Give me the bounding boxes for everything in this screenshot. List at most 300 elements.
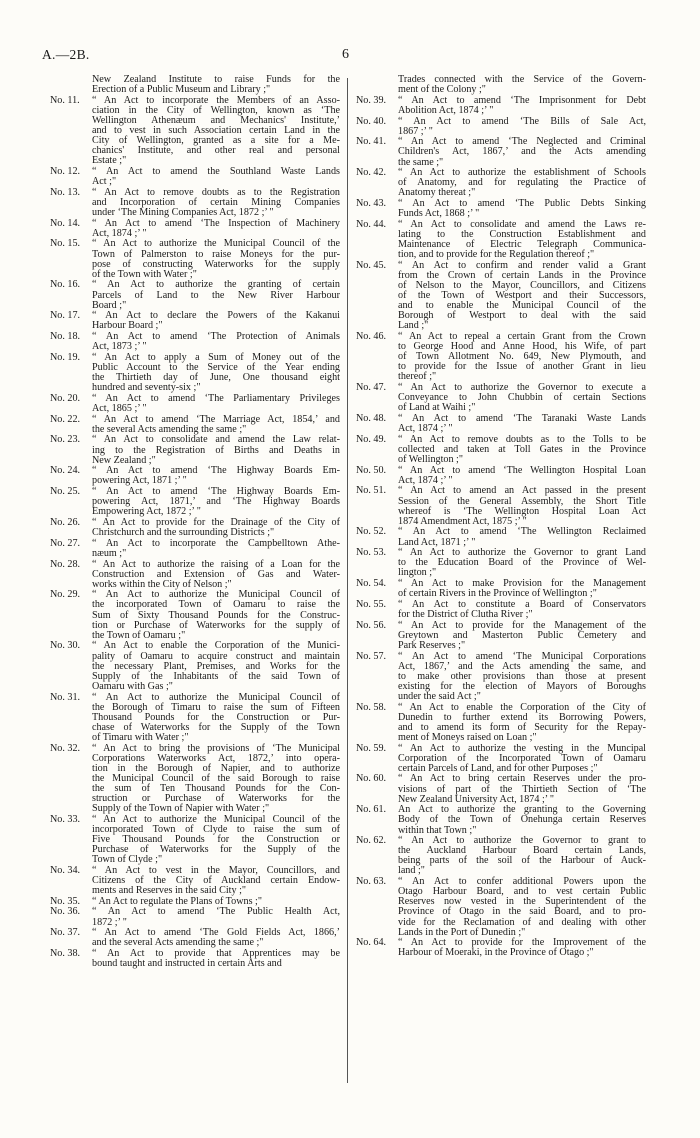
act-title-line: the sum of Ten Thousand Pounds for the Con- xyxy=(92,782,340,794)
act-title-line: Land Act, 1871 ;’ " xyxy=(398,536,476,548)
act-title-line: Act, 1874 ;’ " xyxy=(398,423,453,435)
act-entry xyxy=(356,332,646,382)
act-title-line: 1874 Amendment Act, 1875 ;’ " xyxy=(398,515,527,527)
act-title-line: “ An Act to remove doubts as to the Registration xyxy=(92,186,340,198)
act-number: No. 42. xyxy=(356,167,387,179)
act-title-line: “ An Act to amend ‘The Marriage Act, 1854,’ and xyxy=(92,413,340,425)
act-entry xyxy=(356,877,646,938)
act-title-line: “ An Act to declare the Powers of the Kakanui xyxy=(92,310,340,322)
act-title-line: Children's Act, 1867,’ and the Acts amending xyxy=(398,146,646,158)
act-title-line: Act, 1874 ;’ " xyxy=(92,227,147,239)
act-title-line: Harbour of Moeraki, in the Province of Otago ;" xyxy=(398,947,594,959)
act-title-line: Park Reserves ;" xyxy=(398,639,466,651)
act-title-line: and to vest in such Association certain Land in the xyxy=(92,125,340,137)
act-title xyxy=(398,621,646,651)
act-entry xyxy=(50,693,340,743)
act-title-line: “ An Act to authorize the raising of a Loan for the xyxy=(92,558,340,570)
act-title-line: ing to the Registration of Births and Deaths in xyxy=(92,444,340,456)
act-title xyxy=(92,239,340,279)
act-title-line: Lands in the Port of Dunedin ;" xyxy=(398,926,526,938)
act-entry xyxy=(50,949,340,969)
act-title-line: “ An Act to authorize the granting of certain xyxy=(92,279,340,291)
act-title-line: the Municipal Council of the said Borough to raise xyxy=(92,772,340,784)
act-number: No. 51. xyxy=(356,485,387,497)
act-title xyxy=(398,466,646,486)
act-title xyxy=(92,311,340,331)
act-number: No. 54. xyxy=(356,578,387,590)
act-title-line: New Zealand Institute to raise Funds for the xyxy=(92,74,340,85)
act-title-line: Reserves now vested in the Superintendent of the xyxy=(398,896,646,908)
act-title-line: “ An Act to amend ‘The Highway Boards Em- xyxy=(92,486,340,498)
act-entry xyxy=(356,435,646,465)
act-title-line: of Wellington ;" xyxy=(398,454,464,465)
act-title-line: Empowering Act, 1872 ;’ " xyxy=(92,506,201,518)
act-title-line: Act, 1867,’ and the Acts amending the same, and xyxy=(398,660,646,672)
act-title xyxy=(398,744,646,774)
act-number: No. 38. xyxy=(50,948,81,959)
act-number: No. 15. xyxy=(50,238,81,250)
act-number: No. 26. xyxy=(50,516,81,528)
act-title-line: Oamaru with Gas ;" xyxy=(92,680,173,692)
act-title-line: Citizens of the City of Auckland certain Endow- xyxy=(92,874,340,886)
act-title-line: ment of the Colony ;" xyxy=(398,84,486,96)
act-title-line: “ An Act to amend ‘The Inspection of Machinery xyxy=(92,217,340,229)
act-title-line: “ An Act to amend ‘The Wellington Reclaimed xyxy=(398,526,646,538)
act-entry xyxy=(356,938,646,958)
act-title xyxy=(398,486,646,526)
act-title-line: “ An Act to amend ‘The Public Health Act, xyxy=(92,906,340,918)
act-title xyxy=(398,938,646,958)
act-number: No. 19. xyxy=(50,351,81,363)
act-title xyxy=(92,353,340,393)
act-title-line: “ An Act to constitute a Board of Conservators xyxy=(398,598,646,610)
act-entry xyxy=(356,261,646,332)
act-entry xyxy=(50,353,340,393)
act-entry xyxy=(356,137,646,167)
act-title-line: Estate ;" xyxy=(92,155,127,167)
act-title xyxy=(398,117,646,137)
act-title-line: the necessary Plant, Premises, and Works for the xyxy=(92,660,340,672)
act-title-line: collected and taken at Toll Gates in the Province xyxy=(398,443,646,455)
act-title-line: “ An Act to confirm and render valid a Grant xyxy=(398,259,646,271)
act-title-line: Body of the Town of Onehunga certain Reserves xyxy=(398,814,646,826)
act-title-line: Otago Harbour Board, and to vest certain Public xyxy=(398,886,646,898)
act-title-line: “ An Act to apply a Sum of Money out of the xyxy=(92,351,340,363)
act-title-line: pality of Oamaru to acquire construct and maintain xyxy=(92,650,340,662)
act-title xyxy=(398,96,646,116)
left-column xyxy=(50,75,340,970)
act-number: No. 40. xyxy=(356,115,387,127)
act-title-line: chase of Waterworks for the Supply of the Town xyxy=(92,721,340,733)
act-entry xyxy=(356,75,646,95)
act-title-line: struction or Purchase of Waterworks for the xyxy=(92,793,340,805)
act-title-line: “ An Act to amend ‘The Protection of Animals xyxy=(92,331,340,343)
act-entry xyxy=(356,168,646,198)
act-number xyxy=(356,75,398,95)
act-title-line: næum ;" xyxy=(92,547,127,559)
act-title-line: to the Education Board of the Province of Wel- xyxy=(398,557,646,569)
act-title-line: and Incorporation of certain Mining Companies xyxy=(92,196,340,208)
act-title-line: “ An Act to amend ‘The Wellington Hospital Loan xyxy=(398,464,646,476)
act-title xyxy=(92,907,340,927)
act-entry xyxy=(356,527,646,547)
act-title xyxy=(92,560,340,590)
act-title-line: “ An Act to authorize the Governor to execute a xyxy=(398,382,646,394)
act-title-line: “ An Act to remove doubts as to the Tolls to be xyxy=(398,433,646,445)
act-title-line: “ An Act to consolidate and amend the Law relat- xyxy=(92,434,340,446)
act-title-line: Christchurch and the surrounding Districts ;" xyxy=(92,527,275,539)
act-title-line: “ An Act to amend ‘The Highway Boards Em- xyxy=(92,465,340,477)
act-number: No. 46. xyxy=(356,331,387,343)
act-title-line: Act ;" xyxy=(92,176,117,188)
act-number: No. 25. xyxy=(50,486,81,498)
act-entry xyxy=(50,518,340,538)
document-reference: A.—2B. xyxy=(42,47,90,62)
act-title-line: to provide for the Issue of another Grant in lieu xyxy=(398,361,646,373)
act-entry xyxy=(356,199,646,219)
act-number: No. 64. xyxy=(356,937,387,949)
act-number: No. 39. xyxy=(356,94,387,106)
act-title-line: chanics' Institute, and other real and personal xyxy=(92,145,340,157)
act-number: No. 13. xyxy=(50,186,81,198)
act-title-line: powering Act, 1871 ;’ " xyxy=(92,475,187,487)
act-title-line: “ An Act to vest in the Mayor, Councillors, and xyxy=(92,864,340,876)
act-title xyxy=(92,866,340,896)
column-divider xyxy=(347,78,348,1083)
act-title-line: tion in the Borough of Napier, and to authorize xyxy=(92,762,340,774)
act-number: No. 58. xyxy=(356,701,387,713)
act-title-line: “ An Act to authorize the Municipal Council of xyxy=(92,691,340,703)
act-title-line: Supply of the Town of Napier with Water ;" xyxy=(92,803,270,815)
act-title xyxy=(92,518,340,538)
act-entry xyxy=(356,466,646,486)
act-number: No. 62. xyxy=(356,835,387,847)
act-entry xyxy=(356,805,646,835)
act-title-line: Public Account to the Service of the Year ending xyxy=(92,361,340,373)
act-title xyxy=(398,168,646,198)
act-number: No. 35. xyxy=(50,895,81,907)
act-number: No. 60. xyxy=(356,773,387,785)
act-number: No. 48. xyxy=(356,413,387,425)
act-entry xyxy=(356,486,646,526)
act-entry xyxy=(356,744,646,774)
act-title xyxy=(92,897,340,907)
act-entry xyxy=(50,466,340,486)
act-title-line: visions of part of the Thirtieth Section of ‘The xyxy=(398,783,646,795)
act-title xyxy=(92,949,340,969)
act-number: No. 12. xyxy=(50,166,81,178)
act-title-line: from the Crown of certain Lands in the Province xyxy=(398,269,646,281)
act-title-line: New Zealand ;" xyxy=(92,454,156,466)
act-title-line: Land ;" xyxy=(398,320,429,332)
act-entry xyxy=(50,96,340,167)
act-number: No. 34. xyxy=(50,864,81,876)
act-title-line: Harbour Board ;" xyxy=(92,320,163,332)
act-title-line: of Town Allotment No. 649, New Plymouth, and xyxy=(398,351,646,363)
act-title xyxy=(398,220,646,260)
act-title-line: Borough of Westport to deal with the said xyxy=(398,310,646,322)
act-title-line: Act, 1873 ;’ " xyxy=(92,341,147,353)
act-title xyxy=(92,415,340,435)
act-number: No. 56. xyxy=(356,619,387,631)
act-title-line: to George Hood and Anne Hood, his Wife, of part xyxy=(398,341,646,353)
act-title-line: 1872 ;’ " xyxy=(92,916,127,928)
act-title-line: Maintenance of Electric Telegraph Communica- xyxy=(398,239,646,251)
act-entry xyxy=(50,280,340,310)
act-title-line: lating to the Construction Establishment and xyxy=(398,228,646,240)
page-number: 6 xyxy=(342,47,349,62)
act-number: No. 44. xyxy=(356,218,387,230)
act-title xyxy=(398,75,646,95)
act-number: No. 27. xyxy=(50,537,81,549)
act-title-line: and to amend its form of Security for the Repay- xyxy=(398,721,646,733)
act-title-line: of Timaru with Water ;" xyxy=(92,731,189,743)
act-title-line: “ An Act to authorize the Municipal Council of xyxy=(92,589,340,601)
act-entry xyxy=(50,744,340,815)
act-title-line: the Auckland Harbour Board certain Lands, xyxy=(398,845,646,857)
act-title-line: Supply of the Inhabitants of the said Town of xyxy=(92,670,340,682)
act-entry xyxy=(356,774,646,804)
act-title-line: Province of Otago in the said Board, and to pro- xyxy=(398,906,646,918)
act-entry xyxy=(50,167,340,187)
act-title-line: existing for the election of Mayors of Boroughs xyxy=(398,680,646,692)
act-title xyxy=(92,167,340,187)
act-entry xyxy=(50,415,340,435)
act-title-line: Parcels of Land to the New River Harbour xyxy=(92,289,340,301)
page-header xyxy=(0,47,700,65)
act-title-line: hundred and seventy-six ;" xyxy=(92,382,201,394)
act-title xyxy=(92,539,340,559)
act-title-line: being parts of the soil of the Harbour of Auck- xyxy=(398,855,646,867)
act-title-line: of Anatomy, and for regulating the Practice of xyxy=(398,177,646,189)
act-title-line: Five Thousand Pounds for the Construction or xyxy=(92,834,340,845)
act-title-line: pose of constructing Waterworks for the supply xyxy=(92,258,340,270)
act-title xyxy=(92,466,340,486)
act-entry xyxy=(356,548,646,578)
act-title xyxy=(92,928,340,948)
act-title-line: of the Town of Westport and their Successors, xyxy=(398,290,646,302)
act-title xyxy=(398,137,646,167)
act-title-line: “ An Act to amend ‘The Municipal Corporations xyxy=(398,650,646,662)
act-entry xyxy=(356,836,646,876)
act-title xyxy=(398,652,646,702)
act-title-line: “ An Act to repeal a certain Grant from the Crown xyxy=(398,331,646,343)
act-title-line: “ An Act to provide that Apprentices may be xyxy=(92,948,340,959)
act-number: No. 18. xyxy=(50,331,81,343)
act-entry xyxy=(50,332,340,352)
act-title xyxy=(92,487,340,517)
act-title-line: Board ;" xyxy=(92,299,127,311)
act-entry xyxy=(50,219,340,239)
act-title-line: “ An Act to provide for the Improvement of the xyxy=(398,937,646,949)
act-entry xyxy=(50,539,340,559)
act-entry xyxy=(50,560,340,590)
act-title-line: whereof is ‘The Wellington Hospital Loan Act xyxy=(398,505,646,517)
act-title-line: Act, 1865 ;’ " xyxy=(92,402,147,414)
act-number: No. 61. xyxy=(356,804,387,816)
act-title xyxy=(92,815,340,865)
act-title-line: land ;" xyxy=(398,865,425,877)
act-title xyxy=(398,703,646,743)
act-number: No. 63. xyxy=(356,876,387,888)
act-title xyxy=(398,332,646,382)
act-entry xyxy=(50,394,340,414)
act-title xyxy=(92,188,340,218)
act-title xyxy=(398,261,646,332)
act-title-line: of certain Rivers in the Province of Wellington ;" xyxy=(398,588,597,600)
act-title xyxy=(398,774,646,804)
act-entry xyxy=(50,815,340,865)
act-title-line: Wellington Athenæum and Mechanics' Institute,’ xyxy=(92,114,340,126)
act-title-line: Corporation of the Incorporated Town of Oamaru xyxy=(398,752,646,764)
act-title xyxy=(92,280,340,310)
act-title-line: An Act to authorize the granting to the Governing xyxy=(398,804,646,816)
act-entry xyxy=(50,897,340,907)
act-title-line: and to enable the Municipal Council of the xyxy=(398,300,646,312)
act-title-line: “ An Act to make Provision for the Management xyxy=(398,578,646,590)
act-title-line: to make other provisions than those at present xyxy=(398,670,646,682)
act-title-line: Anatomy thereat ;" xyxy=(398,187,476,199)
act-entry xyxy=(356,96,646,116)
act-title xyxy=(92,96,340,167)
act-entry xyxy=(356,652,646,702)
act-title-line: thereof ;" xyxy=(398,371,437,383)
act-title-line: lington ;" xyxy=(398,567,437,579)
act-entry xyxy=(356,579,646,599)
act-title xyxy=(398,600,646,620)
act-number: No. 37. xyxy=(50,927,81,939)
act-title-line: “ An Act to provide for the Drainage of the City of xyxy=(92,516,340,528)
act-title xyxy=(398,548,646,578)
act-number: No. 11. xyxy=(50,94,80,106)
act-title-line: “ An Act to bring the provisions of ‘The Municipal xyxy=(92,742,340,754)
act-title-line: powering Act, 1871,’ and ‘The Highway Boards xyxy=(92,496,340,508)
act-title-line: Thousand Pounds for the Construction or Pur- xyxy=(92,711,340,723)
act-number: No. 29. xyxy=(50,589,81,601)
act-title-line: within that Town ;" xyxy=(398,824,477,836)
act-title-line: of Land at Waihi ;" xyxy=(398,402,476,414)
act-entry xyxy=(50,311,340,331)
act-number xyxy=(50,75,92,95)
act-title xyxy=(92,590,340,640)
act-entry xyxy=(356,621,646,651)
act-entry xyxy=(50,435,340,465)
act-title-line: “ An Act to provide for the Management of the xyxy=(398,619,646,631)
act-title-line: City of Wellington, granted as a site for a Me- xyxy=(92,135,340,147)
act-title-line: “ An Act to consolidate and amend the Laws re- xyxy=(398,218,646,230)
act-title-line: “ An Act to incorporate the Campbelltown Athe- xyxy=(92,537,340,549)
act-title-line: “ An Act to enable the Corporation of the City of xyxy=(398,701,646,713)
act-title xyxy=(92,693,340,743)
act-title xyxy=(398,805,646,835)
act-title-line: tion, and to provide for the Regulation thereof ;" xyxy=(398,249,595,261)
act-title-line: Trades connected with the Service of the Govern- xyxy=(398,74,646,85)
act-title-line: bound taught and instructed in certain Arts and xyxy=(92,958,282,970)
act-entry xyxy=(50,641,340,691)
act-title xyxy=(92,744,340,815)
act-number: No. 14. xyxy=(50,217,81,229)
act-title xyxy=(92,641,340,691)
act-title-line: Abolition Act, 1874 ;’ " xyxy=(398,104,494,116)
act-number: No. 24. xyxy=(50,465,81,477)
act-entry xyxy=(50,928,340,948)
act-number: No. 41. xyxy=(356,136,387,148)
act-title-line: “ An Act to bring certain Reserves under the pro- xyxy=(398,773,646,785)
act-title-line: Purchase of Waterworks for the Supply of the xyxy=(92,844,340,856)
act-number: No. 30. xyxy=(50,640,81,652)
act-title-line: Act, 1874 ;’ " xyxy=(398,474,453,486)
act-number: No. 31. xyxy=(50,691,81,703)
act-number: No. 52. xyxy=(356,526,387,538)
act-title-line: Sum of Sixty Thousand Pounds for the Construc- xyxy=(92,609,340,621)
act-title-line: ciation in the City of Wellington, known as ‘The xyxy=(92,104,340,116)
act-title-line: “ An Act to authorize the Municipal Council of the xyxy=(92,813,340,825)
act-entry xyxy=(356,383,646,413)
act-title-line: “ An Act to amend ‘The Bills of Sale Act, xyxy=(398,115,646,127)
act-title-line: Town of Palmerston to raise Moneys for the pur- xyxy=(92,248,340,260)
act-number: No. 45. xyxy=(356,259,387,271)
act-entry xyxy=(50,75,340,95)
act-number: No. 47. xyxy=(356,382,387,394)
act-title-line: the several Acts amending the same ;" xyxy=(92,423,247,435)
act-title-line: the same ;" xyxy=(398,156,444,168)
act-title-line: Erection of a Public Museum and Library ;" xyxy=(92,84,271,96)
act-title-line: the Town of Oamaru ;" xyxy=(92,629,186,641)
act-title-line: certain Parcels of Land, and for other Purposes ;" xyxy=(398,762,598,774)
act-entry xyxy=(356,414,646,434)
act-title xyxy=(398,414,646,434)
act-title-line: ment of Moneys raised on Loan ;" xyxy=(398,731,537,743)
act-entry xyxy=(50,487,340,517)
act-title-line: “ An Act to amend ‘The Parliamentary Privileges xyxy=(92,392,340,404)
act-title-line: “ An Act to regulate the Plans of Towns ;" xyxy=(92,895,262,907)
act-title xyxy=(398,877,646,938)
act-title-line: “ An Act to authorize the Governor to grant to xyxy=(398,835,646,847)
act-title xyxy=(92,75,340,95)
act-title-line: the Borough of Timaru to raise the sum of Fifteen xyxy=(92,701,340,713)
act-title xyxy=(398,527,646,547)
act-title-line: “ An Act to authorize the establishment of Schools xyxy=(398,167,646,179)
act-title xyxy=(92,394,340,414)
act-title-line: under the said Act ;" xyxy=(398,690,481,702)
act-title-line: Funds Act, 1868 ;’ " xyxy=(398,208,480,220)
act-number: No. 50. xyxy=(356,464,387,476)
act-title xyxy=(92,332,340,352)
act-number: No. 53. xyxy=(356,547,387,559)
act-title-line: “ An Act to amend ‘The Neglected and Criminal xyxy=(398,136,646,148)
act-entry xyxy=(356,220,646,260)
act-entry xyxy=(50,866,340,896)
act-title-line: under ‘The Mining Companies Act, 1872 ;’ " xyxy=(92,207,274,218)
act-number: No. 22. xyxy=(50,413,81,425)
act-title-line: vide for the Reclamation of and dealing with other xyxy=(398,916,646,928)
act-number: No. 28. xyxy=(50,558,81,570)
act-title-line: “ An Act to incorporate the Members of an Asso- xyxy=(92,94,340,106)
act-title-line: “ An Act to authorize the Governor to grant Land xyxy=(398,547,646,559)
act-title-line: “ An Act to amend ‘The Gold Fields Act, 1866,’ xyxy=(92,927,340,939)
act-number: No. 55. xyxy=(356,598,387,610)
act-number: No. 57. xyxy=(356,650,387,662)
act-title-line: Conveyance to John Chubbin of certain Sections xyxy=(398,392,646,404)
act-title-line: ments and Reserves in the said City ;" xyxy=(92,885,247,897)
act-entry xyxy=(50,590,340,640)
act-entry xyxy=(356,117,646,137)
act-title-line: “ An Act to authorize the vesting in the Muncipal xyxy=(398,742,646,754)
act-title-line: “ An Act to authorize the Municipal Council of the xyxy=(92,238,340,250)
act-title xyxy=(398,199,646,219)
act-title xyxy=(398,435,646,465)
act-title-line: of the Town with Water ;" xyxy=(92,268,197,280)
